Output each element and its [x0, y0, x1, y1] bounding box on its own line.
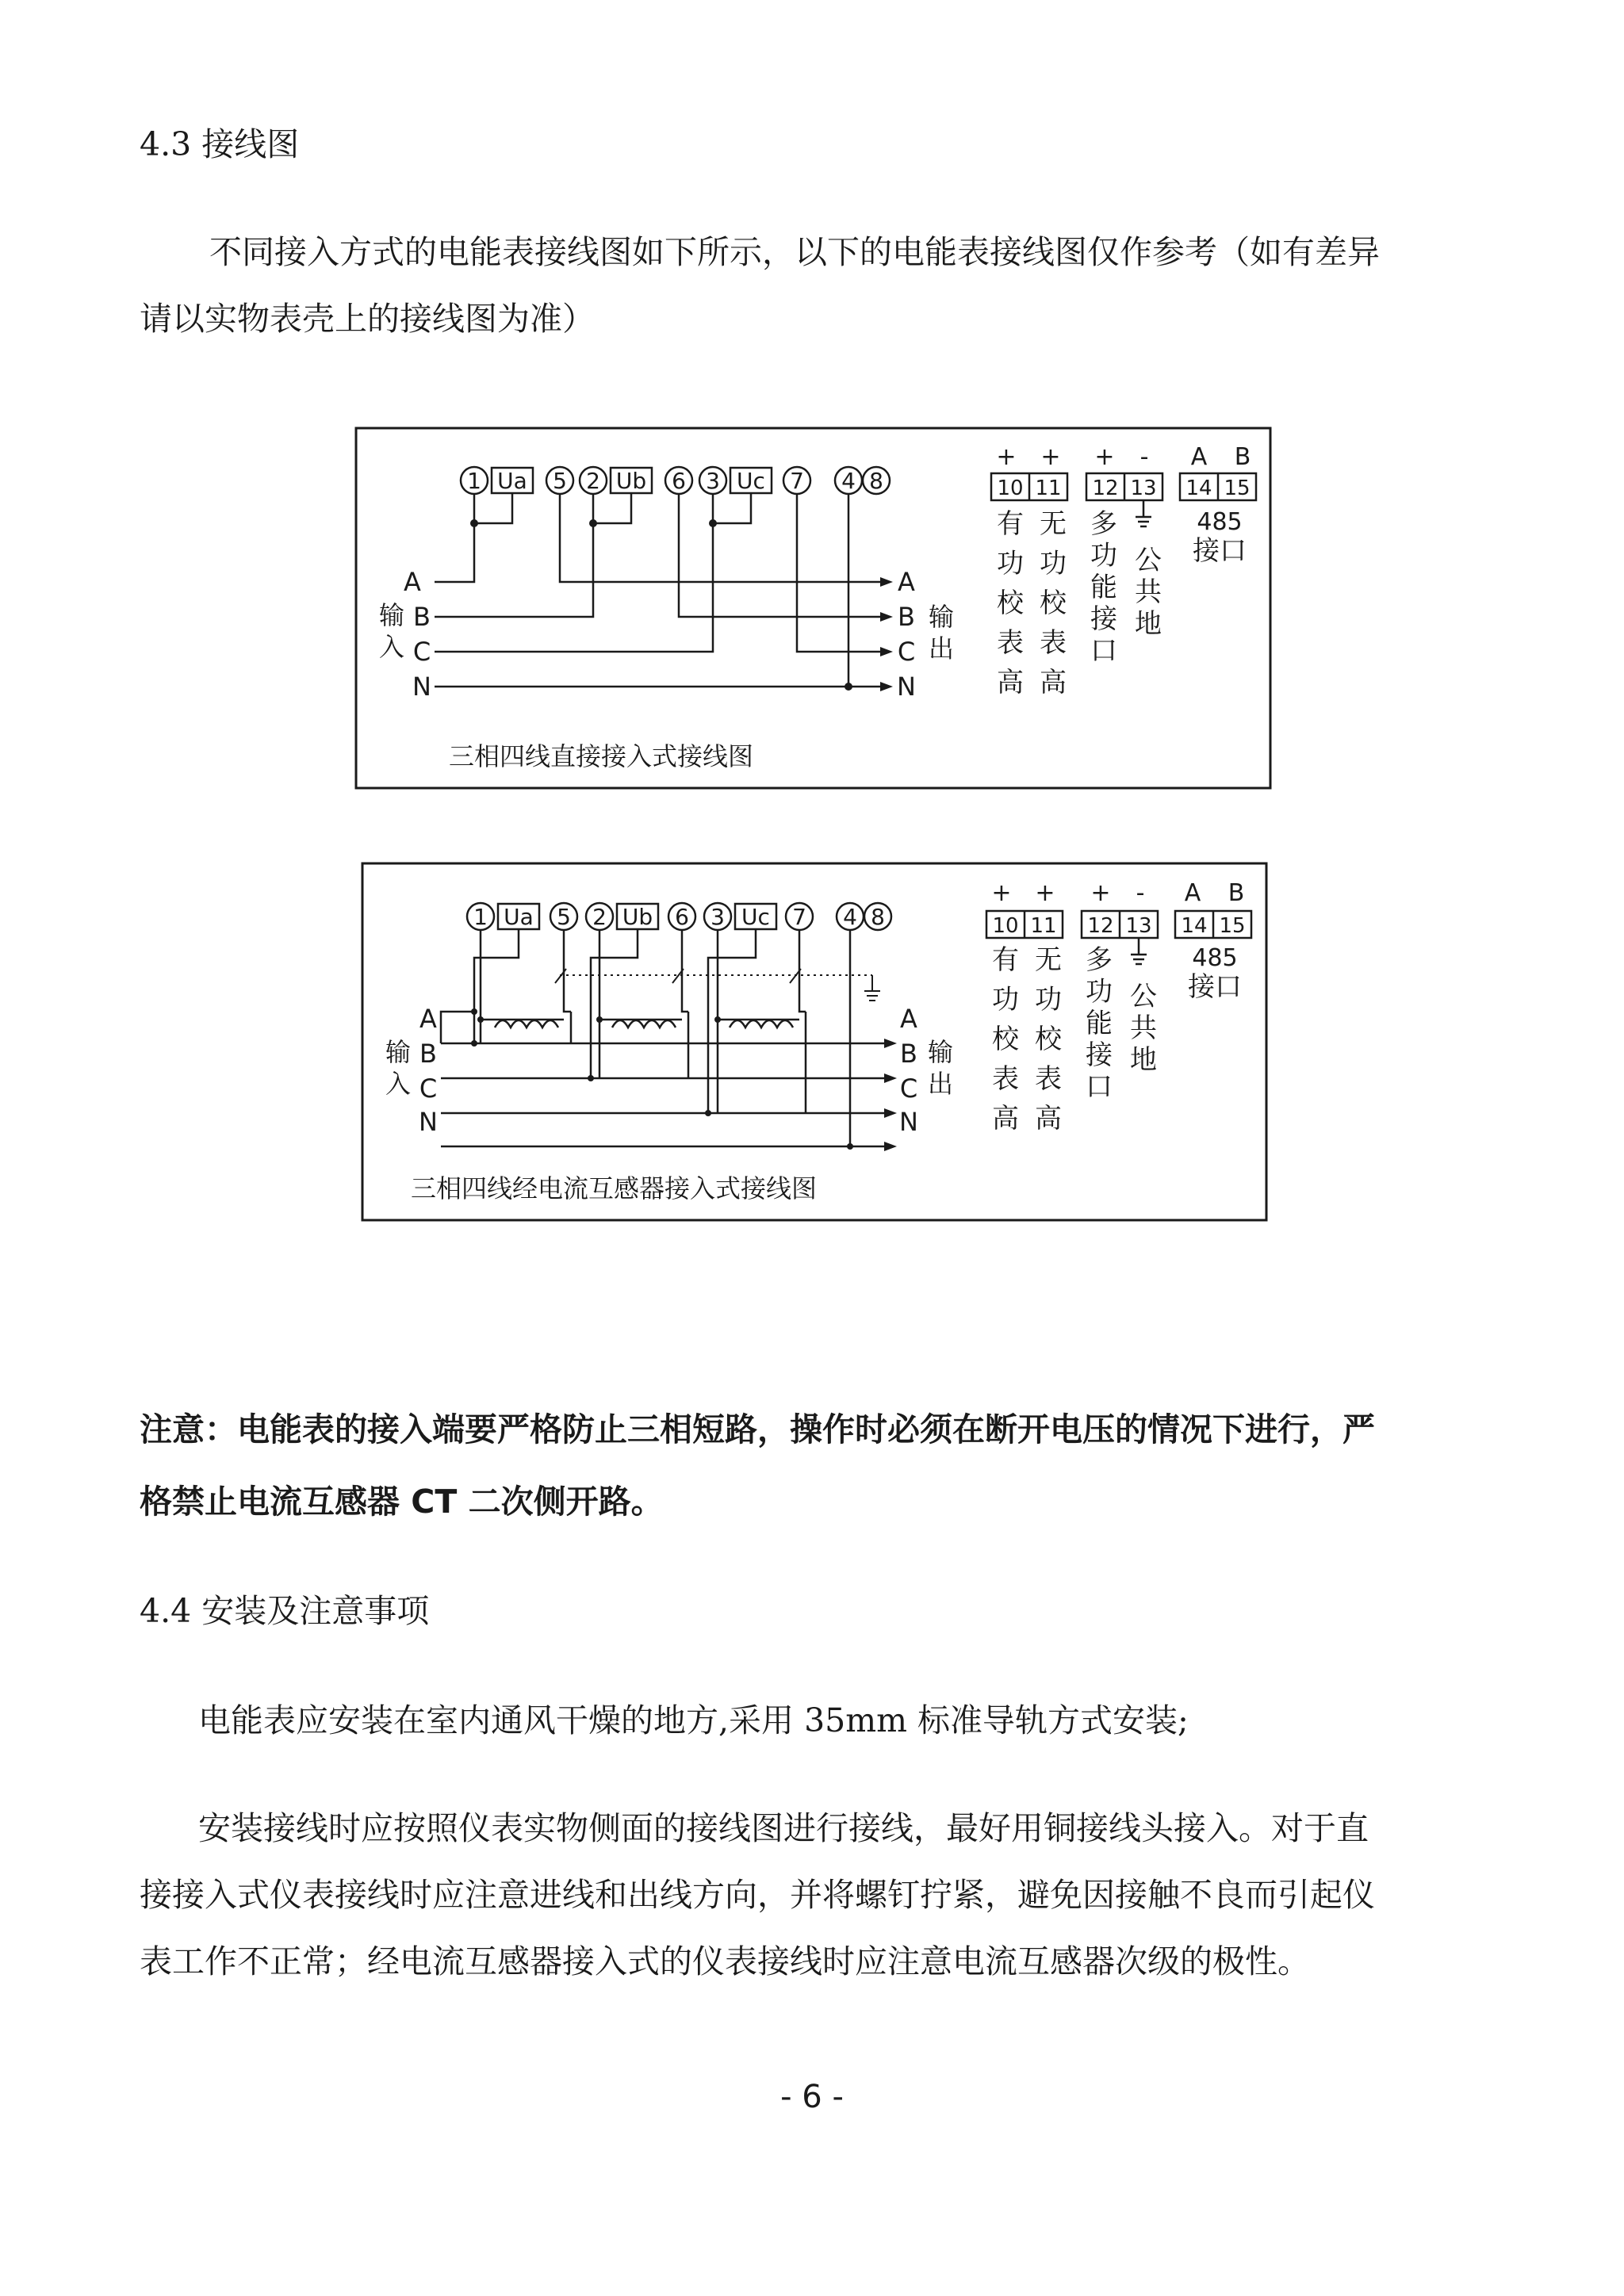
input-label: 输 [385, 1037, 412, 1067]
aux-terminal-number: 11 [1035, 476, 1062, 500]
terminal-label: Ub [615, 468, 647, 494]
aux-terminal-number: 15 [1219, 914, 1246, 938]
polarity-label: + [1090, 879, 1111, 907]
intro-paragraph-line2: 请以实物表壳上的接线图为准） [140, 300, 595, 338]
svg-text:口: 口 [1090, 635, 1117, 667]
wires [435, 493, 888, 687]
wiring-diagram-direct [356, 428, 1270, 788]
input-label: 输 [378, 600, 405, 630]
aux-terminal-number: 13 [1125, 914, 1152, 938]
aux-terminal-number: 15 [1224, 476, 1251, 500]
polarity-label: A [1184, 879, 1201, 907]
terminal-label: 1 [473, 904, 488, 930]
svg-text:表: 表 [992, 1063, 1019, 1095]
svg-text:共: 共 [1130, 1012, 1157, 1044]
svg-text:有: 有 [997, 508, 1024, 540]
polarity-label: B [1234, 443, 1251, 471]
output-line-label: A [898, 567, 915, 597]
arrowheads [880, 577, 893, 691]
svg-text:有: 有 [992, 944, 1019, 976]
svg-text:地: 地 [1135, 608, 1162, 640]
svg-text:表: 表 [997, 627, 1024, 659]
input-label: 入 [385, 1069, 412, 1099]
terminal-label: 6 [675, 904, 689, 930]
svg-text:共: 共 [1135, 576, 1162, 608]
svg-text:功: 功 [1035, 984, 1062, 1016]
terminal-labels [467, 468, 883, 494]
polarity-label: B [1228, 879, 1245, 907]
svg-text:地: 地 [1130, 1044, 1157, 1076]
ct-wires [441, 929, 892, 1146]
svg-text:校: 校 [1035, 1024, 1062, 1055]
output-line-label: N [897, 672, 916, 702]
input-line-label: A [404, 567, 421, 597]
svg-text:多: 多 [1086, 944, 1113, 976]
aux-terminal-number: 13 [1130, 476, 1157, 500]
polarity-label: - [1136, 879, 1145, 907]
terminal-label: 8 [871, 904, 885, 930]
output-line-label: N [899, 1107, 918, 1137]
notice-line2: 格禁止电流互感器 CT 二次侧开路。 [140, 1483, 664, 1521]
terminal-label: 3 [710, 904, 725, 930]
svg-text:接口: 接口 [1188, 971, 1242, 1003]
diagram-caption: 三相四线直接接入式接线图 [449, 741, 754, 771]
notice-line1: 注意：电能表的接入端要严格防止三相短路，操作时必须在断开电压的情况下进行，严 [140, 1410, 1375, 1448]
aux-captions [997, 508, 1247, 698]
polarity-label: + [1035, 879, 1055, 907]
page-number: - 6 - [780, 2079, 844, 2115]
input-line-label: B [413, 602, 431, 632]
output-label: 输 [927, 1037, 954, 1067]
input-line-label: C [419, 1073, 438, 1104]
svg-text:能: 能 [1086, 1008, 1113, 1039]
wiring-diagram-ct [362, 863, 1266, 1220]
svg-text:功: 功 [997, 548, 1024, 580]
terminal-label: 4 [841, 468, 856, 494]
svg-text:无: 无 [1035, 944, 1062, 976]
terminal-label: 2 [586, 468, 600, 494]
svg-text:表: 表 [1035, 1063, 1062, 1095]
output-label: 出 [928, 633, 955, 664]
polarity-label: + [991, 879, 1012, 907]
section-heading-4-3: 4.3 接线图 [140, 125, 300, 163]
ground-icon [1131, 938, 1147, 964]
aux-terminal-number: 12 [1087, 914, 1114, 938]
svg-text:485: 485 [1192, 944, 1238, 972]
line-labels [379, 567, 954, 702]
aux-terminal-number: 10 [997, 476, 1024, 500]
input-label: 入 [378, 632, 405, 662]
output-line-label: B [898, 602, 915, 632]
terminal-label: 3 [706, 468, 720, 494]
output-label: 输 [928, 602, 955, 632]
svg-text:校: 校 [1040, 587, 1067, 619]
input-line-label: N [419, 1107, 438, 1137]
svg-text:功: 功 [1040, 548, 1067, 580]
output-line-label: C [897, 637, 916, 667]
aux-terminal-number: 11 [1030, 914, 1057, 938]
svg-text:功: 功 [1090, 540, 1117, 572]
install-paragraph-2-line1: 安装接线时应按照仪表实物侧面的接线图进行接线，最好用铜接线头接入。对于直 [198, 1809, 1369, 1847]
install-paragraph-1: 电能表应安装在室内通风干燥的地方,采用 35mm 标准导轨方式安装; [198, 1701, 1189, 1739]
terminal-label: 7 [792, 904, 806, 930]
output-label: 出 [927, 1069, 954, 1099]
terminal-label: 4 [843, 904, 857, 930]
svg-text:公: 公 [1135, 545, 1162, 576]
terminal-label: 8 [869, 468, 883, 494]
svg-text:功: 功 [992, 984, 1019, 1016]
svg-text:485: 485 [1197, 508, 1243, 536]
svg-text:校: 校 [997, 587, 1024, 619]
polarity-label: + [996, 443, 1017, 471]
output-line-label: A [900, 1004, 917, 1034]
intro-paragraph-line1: 不同接入方式的电能表接线图如下所示，以下的电能表接线图仅作参考（如有差异 [209, 233, 1380, 271]
svg-text:校: 校 [992, 1024, 1019, 1055]
polarity-label: + [1040, 443, 1061, 471]
svg-text:高: 高 [1040, 667, 1067, 698]
terminal-label: 1 [467, 468, 481, 494]
terminal-label: Uc [741, 904, 770, 930]
section-heading-4-4: 4.4 安装及注意事项 [140, 1592, 430, 1630]
svg-text:能: 能 [1090, 572, 1117, 603]
aux-terminal-number: 14 [1181, 914, 1208, 938]
ct-coil-icon [495, 1020, 793, 1027]
svg-text:接口: 接口 [1193, 535, 1247, 567]
terminal-label: 7 [790, 468, 804, 494]
input-line-label: C [412, 637, 431, 667]
terminal-label: Uc [737, 468, 765, 494]
svg-text:口: 口 [1086, 1071, 1113, 1103]
terminal-label: 6 [672, 468, 686, 494]
svg-text:功: 功 [1086, 976, 1113, 1008]
svg-text:多: 多 [1090, 508, 1117, 540]
aux-polarity [996, 443, 1251, 471]
terminal-label: Ua [497, 468, 527, 494]
svg-text:高: 高 [1035, 1103, 1062, 1135]
polarity-label: + [1094, 443, 1115, 471]
terminal-label: 5 [553, 468, 567, 494]
input-line-label: A [419, 1004, 437, 1034]
svg-text:公: 公 [1130, 981, 1157, 1012]
aux-terminal-number: 14 [1185, 476, 1212, 500]
aux-terminal-number: 12 [1092, 476, 1119, 500]
svg-text:接: 接 [1086, 1039, 1113, 1071]
svg-text:高: 高 [992, 1103, 1019, 1135]
output-line-label: B [900, 1039, 917, 1069]
polarity-label: A [1190, 443, 1208, 471]
install-paragraph-2-line3: 表工作不正常；经电流互感器接入式的仪表接线时应注意电流互感器次级的极性。 [140, 1942, 1310, 1980]
polarity-label: - [1139, 443, 1149, 471]
input-line-label: B [419, 1039, 437, 1069]
input-line-label: N [412, 672, 431, 702]
terminal-label: 5 [557, 904, 571, 930]
output-line-label: C [899, 1073, 918, 1104]
terminal-label: Ub [622, 904, 653, 930]
ground-icon [1136, 500, 1151, 526]
terminal-label: 2 [592, 904, 607, 930]
svg-text:高: 高 [997, 667, 1024, 698]
svg-text:表: 表 [1040, 627, 1067, 659]
svg-text:无: 无 [1040, 508, 1067, 540]
svg-text:接: 接 [1090, 603, 1117, 635]
install-paragraph-2-line2: 接接入式仪表接线时应注意进线和出线方向，并将螺钉拧紧，避免因接触不良而引起仪 [140, 1876, 1375, 1914]
diagram-caption: 三相四线经电流互感器接入式接线图 [411, 1173, 818, 1203]
aux-terminal-number: 10 [992, 914, 1019, 938]
terminal-label: Ua [504, 904, 534, 930]
